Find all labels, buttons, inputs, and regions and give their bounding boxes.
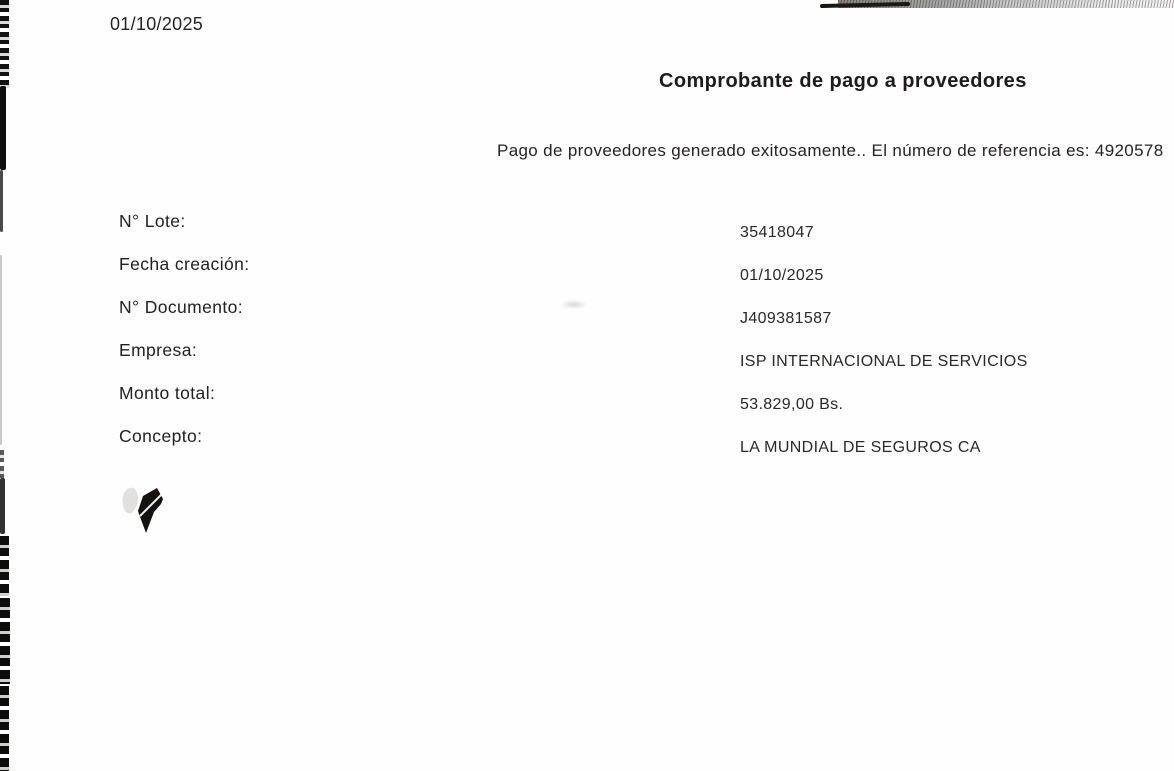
scan-artifact-left-edge [0,536,9,596]
scan-artifact-left-edge [0,686,9,771]
field-label: Concepto: [119,426,203,446]
field-value: 35418047 [740,224,814,241]
field-label: N° Lote: [119,211,186,231]
scan-artifact-left-edge [0,0,9,88]
field-value: ISP INTERNACIONAL DE SERVICIOS [740,353,1028,370]
scan-artifact-left-edge [0,86,6,170]
field-row-fecha-creacion [0,254,1174,294]
scan-artifact-left-edge [0,478,5,534]
field-row-empresa [0,340,1174,380]
field-row-lote [0,211,1174,251]
scan-artifact-top-streak [838,0,1174,8]
field-value: 53.829,00 Bs. [740,396,844,413]
ink-blot-icon [110,478,170,538]
confirmation-message: Pago de proveedores generado exitosamente.. El número de referencia es: 4920578 [497,141,1164,160]
field-row-monto-total [0,383,1174,423]
field-label: N° Documento: [119,297,244,317]
field-row-concepto [0,426,1174,466]
field-label: Empresa: [119,340,198,360]
field-label: Monto total: [119,383,216,403]
field-value: J409381587 [740,310,832,327]
scan-artifact-left-edge [0,598,10,684]
field-row-documento [0,297,1174,337]
field-value: LA MUNDIAL DE SEGUROS CA [740,439,981,456]
field-label: Fecha creación: [119,254,250,274]
field-value: 01/10/2025 [740,267,824,284]
page-title: Comprobante de pago a proveedores [659,70,1027,92]
scan-date: 01/10/2025 [110,14,204,34]
